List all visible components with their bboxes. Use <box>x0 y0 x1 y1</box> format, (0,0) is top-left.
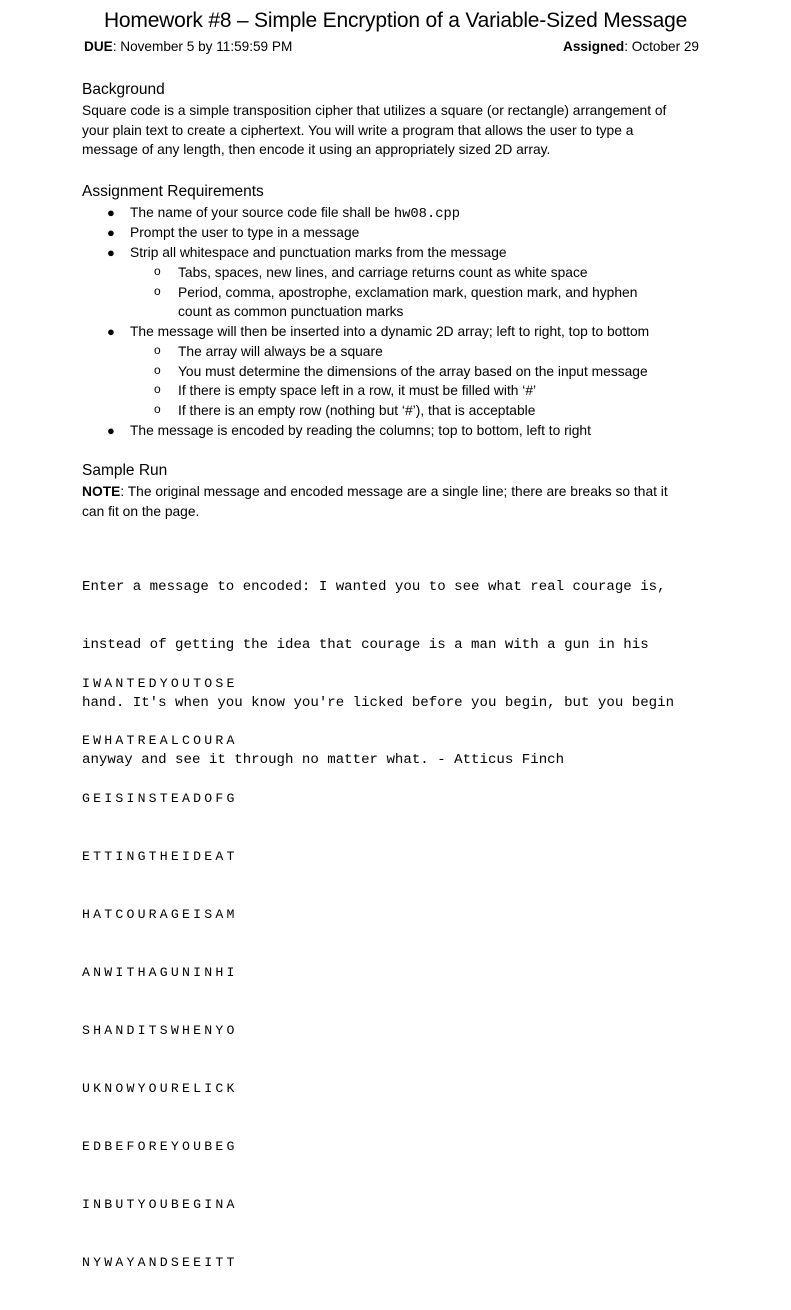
filename-code: hw08.cpp <box>393 207 461 222</box>
sub-bullet-icon: o <box>154 264 161 278</box>
note-paragraph <box>82 482 722 521</box>
grid-row: INBUTYOUBEGINA <box>82 1196 238 1212</box>
background-heading: Background <box>82 81 165 98</box>
due-date <box>84 39 292 54</box>
bullet-icon: ● <box>107 324 115 339</box>
requirement-item <box>130 203 460 225</box>
assigned-date <box>563 39 699 54</box>
background-line: Square code is a simple transposition cipher that utilizes a square (or rectangle) arrangement of <box>82 103 667 118</box>
assigned-label: Assigned <box>563 39 625 54</box>
sub-requirement-item: Period, comma, apostrophe, exclamation mark, question mark, and hyphen <box>178 285 638 300</box>
due-value: : November 5 by 11:59:59 PM <box>112 39 293 54</box>
bullet-icon: ● <box>107 245 115 260</box>
sub-requirement-item: If there is empty space left in a row, it must be filled with ‘#’ <box>178 383 537 398</box>
sub-bullet-icon: o <box>154 284 161 298</box>
sample-input-line: hand. It's when you know you're licked before you begin, but you begin <box>82 694 675 711</box>
requirement-text: The name of your source code file shall be <box>130 205 394 220</box>
note-line <box>82 482 722 502</box>
grid-row: ANWITHAGUNINHI <box>82 965 238 981</box>
requirement-item: The message is encoded by reading the columns; top to bottom, left to right <box>130 423 591 438</box>
sample-input-line: Enter a message to encoded: I wanted you to see what real courage is, <box>82 579 666 596</box>
page-title: Homework #8 – Simple Encryption of a Variable-Sized Message <box>103 9 688 32</box>
background-line: message of any length, then encode it using an appropriately sized 2D array. <box>82 142 551 157</box>
sample-run-heading: Sample Run <box>82 462 168 479</box>
requirement-item: Prompt the user to type in a message <box>130 225 360 240</box>
sub-requirement-item: Tabs, spaces, new lines, and carriage returns count as white space <box>178 265 588 280</box>
grid-row: UKNOWYOURELICK <box>82 1080 238 1096</box>
cipher-grid <box>82 635 238 1310</box>
requirement-item: Strip all whitespace and punctuation marks from the message <box>130 245 507 260</box>
sub-bullet-icon: o <box>154 363 161 377</box>
grid-row: HATCOURAGEISAM <box>82 907 238 923</box>
sub-requirement-item: If there is an empty row (nothing but ‘#’), that is acceptable <box>178 403 536 418</box>
requirement-item: The message will then be inserted into a dynamic 2D array; left to right, top to bottom <box>130 324 650 339</box>
bullet-icon: ● <box>107 423 115 438</box>
grid-row: SHANDITSWHENYO <box>82 1022 238 1038</box>
grid-row: ETTINGTHEIDEAT <box>82 849 238 865</box>
note-text: : The original message and encoded message are a single line; there are breaks so that it <box>120 484 668 499</box>
sample-input-line: instead of getting the idea that courage is a man with a gun in his <box>82 637 649 654</box>
sub-bullet-icon: o <box>154 402 161 416</box>
assigned-value: : October 29 <box>624 39 699 54</box>
sample-input-line: anyway and see it through no matter what. - Atticus Finch <box>82 752 565 769</box>
due-label: DUE <box>84 39 113 54</box>
sub-bullet-icon: o <box>154 382 161 396</box>
bullet-icon: ● <box>107 205 115 220</box>
note-label: NOTE <box>82 484 121 499</box>
sub-requirement-item: You must determine the dimensions of the array based on the input message <box>178 364 648 379</box>
grid-row: NYWAYANDSEEITT <box>82 1254 238 1270</box>
requirements-heading: Assignment Requirements <box>82 183 264 200</box>
grid-row: GEISINSTEADOFG <box>82 791 238 807</box>
background-line: your plain text to create a ciphertext. You will write a program that allows the user to type a <box>82 122 634 138</box>
grid-row: IWANTEDYOUTOSE <box>82 675 238 691</box>
background-paragraph <box>82 101 722 160</box>
grid-row: EWHATREALCOURA <box>82 733 238 749</box>
bullet-icon: ● <box>107 225 115 240</box>
note-line: can fit on the page. <box>82 503 200 519</box>
sub-requirement-item-continued: count as common punctuation marks <box>178 304 404 319</box>
sub-bullet-icon: o <box>154 343 161 357</box>
sub-requirement-item: The array will always be a square <box>178 344 383 359</box>
grid-row: EDBEFOREYOUBEG <box>82 1138 238 1154</box>
